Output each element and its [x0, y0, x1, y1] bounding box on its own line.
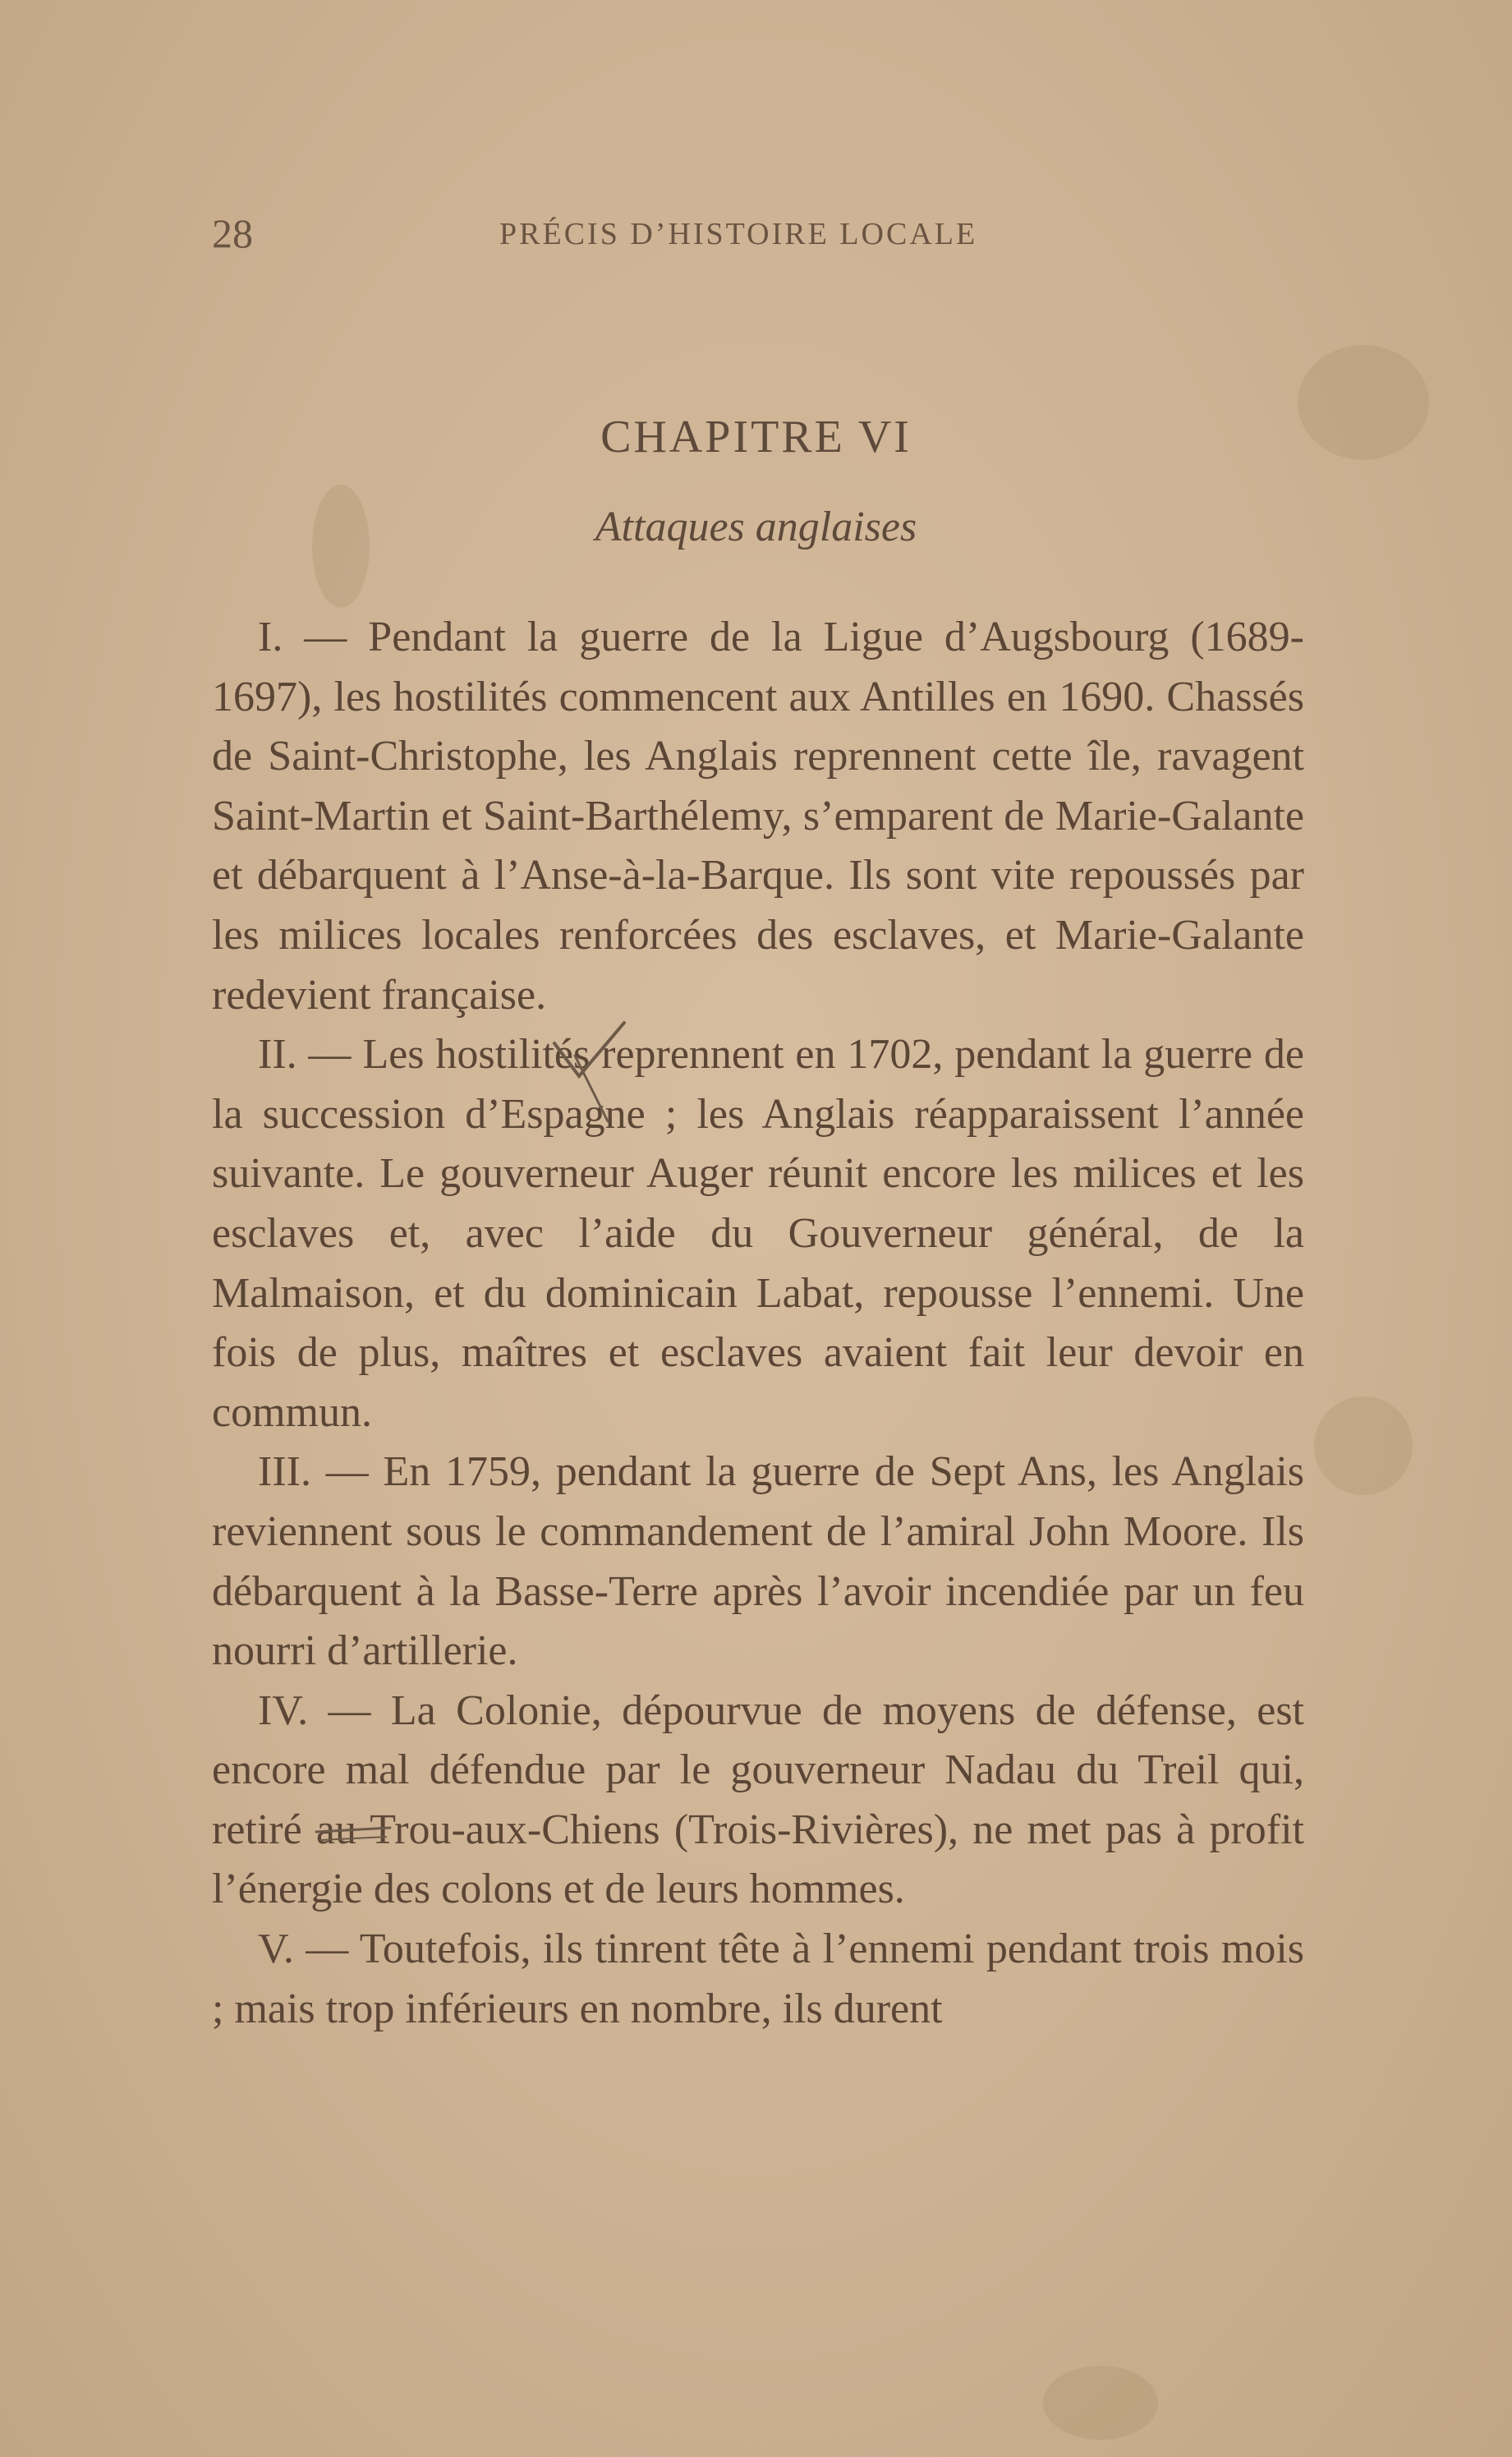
chapter-subtitle: Attaques anglaises	[595, 504, 917, 550]
page-number: 28	[212, 210, 253, 256]
paragraph-1: I. — Pendant la guerre de la Ligue d’Augsbourg (1689-1697), les hostilités commencent aux Antilles en 1690. Chassés de Saint-Christophe, les Anglais reprennent cette île, ravagent Saint-Martin et Saint-Barthélemy, s’emparent de Marie-Galante et débarquent à l’Anse-à-la-Barque. Ils sont vite repoussés par les milices locales renforcées des esclaves, et Marie-Galante redevient française.	[212, 614, 1304, 1019]
paper-stain	[1314, 1396, 1413, 1495]
paragraph-3: III. — En 1759, pendant la guerre de Sept Ans, les Anglais reviennent sous le commandement de l’amiral John Moore. Ils débarquent à la Basse-Terre après l’avoir incendiée par un feu nourri d’artillerie.	[212, 1448, 1304, 1675]
running-head	[212, 209, 1362, 259]
paragraph-4: IV. — La Colonie, dépourvue de moyens de défense, est encore mal défendue par le gouverneur Nadau du Treil qui, retiré au Trou-aux-Chiens (Trois-Rivières), ne met pas à profit l’énergie des colons et de leurs hommes.	[212, 1686, 1304, 1913]
chapter-heading: CHAPITRE VI	[600, 412, 912, 462]
paragraph-5: V. — Toutefois, ils tinrent tête à l’ennemi pendant trois mois ; mais trop inférieurs en nombre, ils durent	[212, 1926, 1304, 2032]
pencil-check-mark	[546, 1019, 645, 1134]
paper-stain	[1043, 2366, 1158, 2440]
paragraph-2: II. — Les hostilités reprennent en 1702, pendant la guerre de la succession d’Espagne ; les Anglais réapparaissent l’année suivante. Le gouverneur Auger réunit encore les milices et les esclaves et, avec l’aide du Gouverneur général, de la Malmaison, et du dominicain Labat, repousse l’ennemi. Une fois de plus, maîtres et esclaves avaient fait leur devoir en commun.	[212, 1031, 1304, 1436]
pencil-dash-mark	[312, 1807, 402, 1857]
book-title: PRÉCIS D’HISTOIRE LOCALE	[499, 217, 978, 251]
